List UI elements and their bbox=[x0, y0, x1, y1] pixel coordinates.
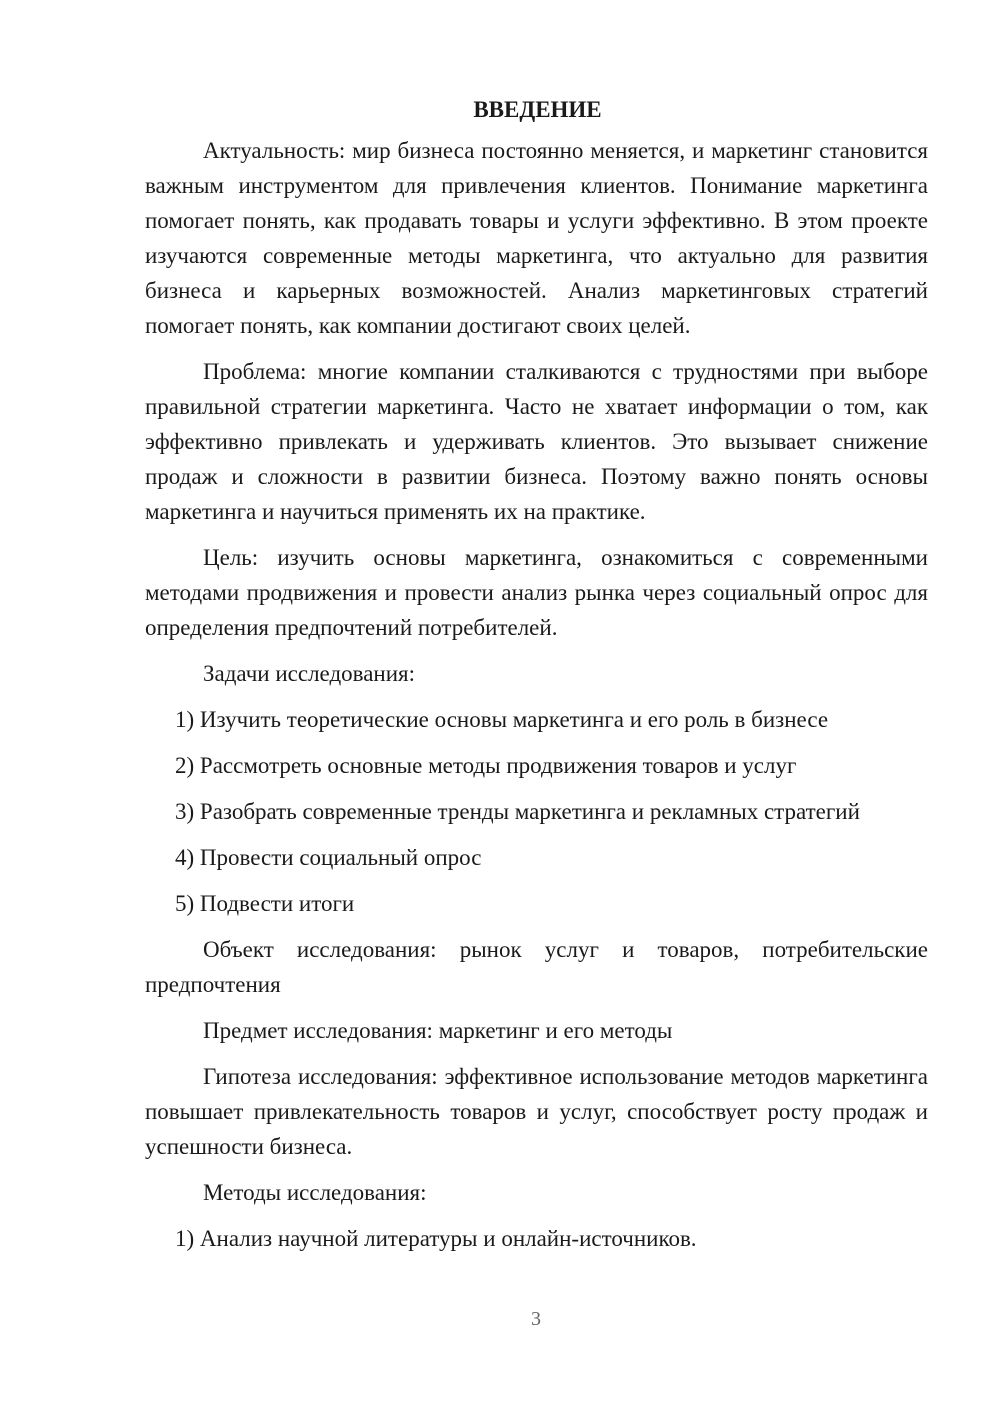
list-item: 5) Подвести итоги bbox=[175, 891, 355, 916]
problem-paragraph: Проблема: многие компании сталкиваются с трудностями при выборе правильной стратегии маркетинга. Часто не хватает информации о том, как эффективно привлекать и удерживать клиентов. Это вызывает снижение продаж и сложности в развитии бизнеса. Поэтому важно понять основы маркетинга и научиться применять их на практике. bbox=[145, 359, 928, 524]
document-page bbox=[145, 92, 928, 1267]
list-item: 2) Рассмотреть основные методы продвижения товаров и услуг bbox=[175, 753, 797, 778]
subject-paragraph: Предмет исследования: маркетинг и его методы bbox=[203, 1018, 673, 1043]
hypothesis-paragraph: Гипотеза исследования: эффективное использование методов маркетинга повышает привлекательность товаров и услуг, способствует росту продаж и успешности бизнеса. bbox=[145, 1064, 928, 1159]
list-item: 4) Провести социальный опрос bbox=[175, 845, 482, 870]
list-item: 1) Изучить теоретические основы маркетинга и его роль в бизнесе bbox=[175, 707, 829, 732]
methods-label: Методы исследования: bbox=[203, 1180, 427, 1205]
list-item: 1) Анализ научной литературы и онлайн-источников. bbox=[175, 1226, 697, 1251]
page-number: 3 bbox=[531, 1308, 541, 1330]
goal-paragraph: Цель: изучить основы маркетинга, ознакомиться с современными методами продвижения и провести анализ рынка через социальный опрос для определения предпочтений потребителей. bbox=[145, 545, 928, 640]
tasks-label: Задачи исследования: bbox=[203, 661, 416, 686]
relevance-paragraph: Актуальность: мир бизнеса постоянно меняется, и маркетинг становится важным инструментом для привлечения клиентов. Понимание маркетинга помогает понять, как продавать товары и услуги эффективно. В этом проекте изучаются современные методы маркетинга, что актуально для развития бизнеса и карьерных возможностей. Анализ маркетинговых стратегий помогает понять, как компании достигают своих целей. bbox=[145, 138, 928, 338]
tasks-list bbox=[145, 702, 928, 921]
list-item: 3) Разобрать современные тренды маркетинга и рекламных стратегий bbox=[175, 799, 860, 824]
object-paragraph: Объект исследования: рынок услуг и товаров, потребительские предпочтения bbox=[145, 937, 928, 997]
methods-list bbox=[145, 1221, 928, 1256]
section-heading: ВВЕДЕНИЕ bbox=[473, 97, 602, 122]
